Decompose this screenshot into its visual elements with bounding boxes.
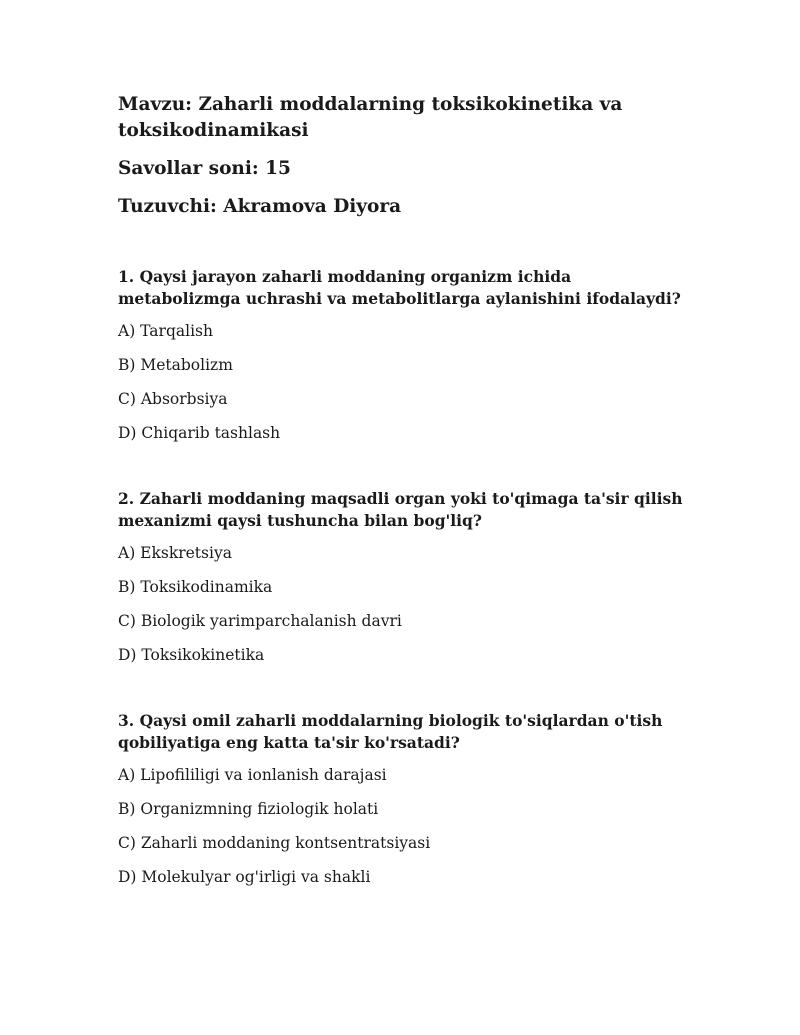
question-text: 1. Qaysi jarayon zaharli moddaning organizm ichida metabolizmga uchrashi va metabolitlarga aylanishini ifodalaydi? [118, 267, 681, 308]
option-a: A) Tarqalish [118, 322, 213, 340]
option-c: C) Zaharli moddaning kontsentratsiyasi [118, 834, 431, 852]
option-a: A) Ekskretsiya [118, 544, 232, 562]
question-1 [118, 266, 698, 444]
option-d: D) Toksikokinetika [118, 646, 265, 664]
option-b: B) Metabolizm [118, 356, 233, 374]
option-c: C) Absorbsiya [118, 390, 228, 408]
option-b: B) Organizmning fiziologik holati [118, 800, 379, 818]
option-b: B) Toksikodinamika [118, 578, 273, 596]
topic-heading: Mavzu: Zaharli moddalarning toksikokinetika va toksikodinamikasi [118, 94, 623, 141]
option-d: D) Molekulyar og'irligi va shakli [118, 868, 371, 886]
author-line: Tuzuvchi: Akramova Diyora [118, 196, 402, 217]
question-count: Savollar soni: 15 [118, 158, 291, 179]
option-d: D) Chiqarib tashlash [118, 424, 281, 442]
document-page [118, 92, 698, 901]
question-2 [118, 488, 698, 666]
question-text: 3. Qaysi omil zaharli moddalarning biologik to'siqlardan o'tish qobiliyatiga eng katta ta'sir ko'rsatadi? [118, 711, 663, 752]
option-c: C) Biologik yarimparchalanish davri [118, 612, 402, 630]
question-3 [118, 710, 698, 888]
option-a: A) Lipofililigi va ionlanish darajasi [118, 766, 387, 784]
question-text: 2. Zaharli moddaning maqsadli organ yoki to'qimaga ta'sir qilish mexanizmi qaysi tushuncha bilan bog'liq? [118, 489, 683, 530]
